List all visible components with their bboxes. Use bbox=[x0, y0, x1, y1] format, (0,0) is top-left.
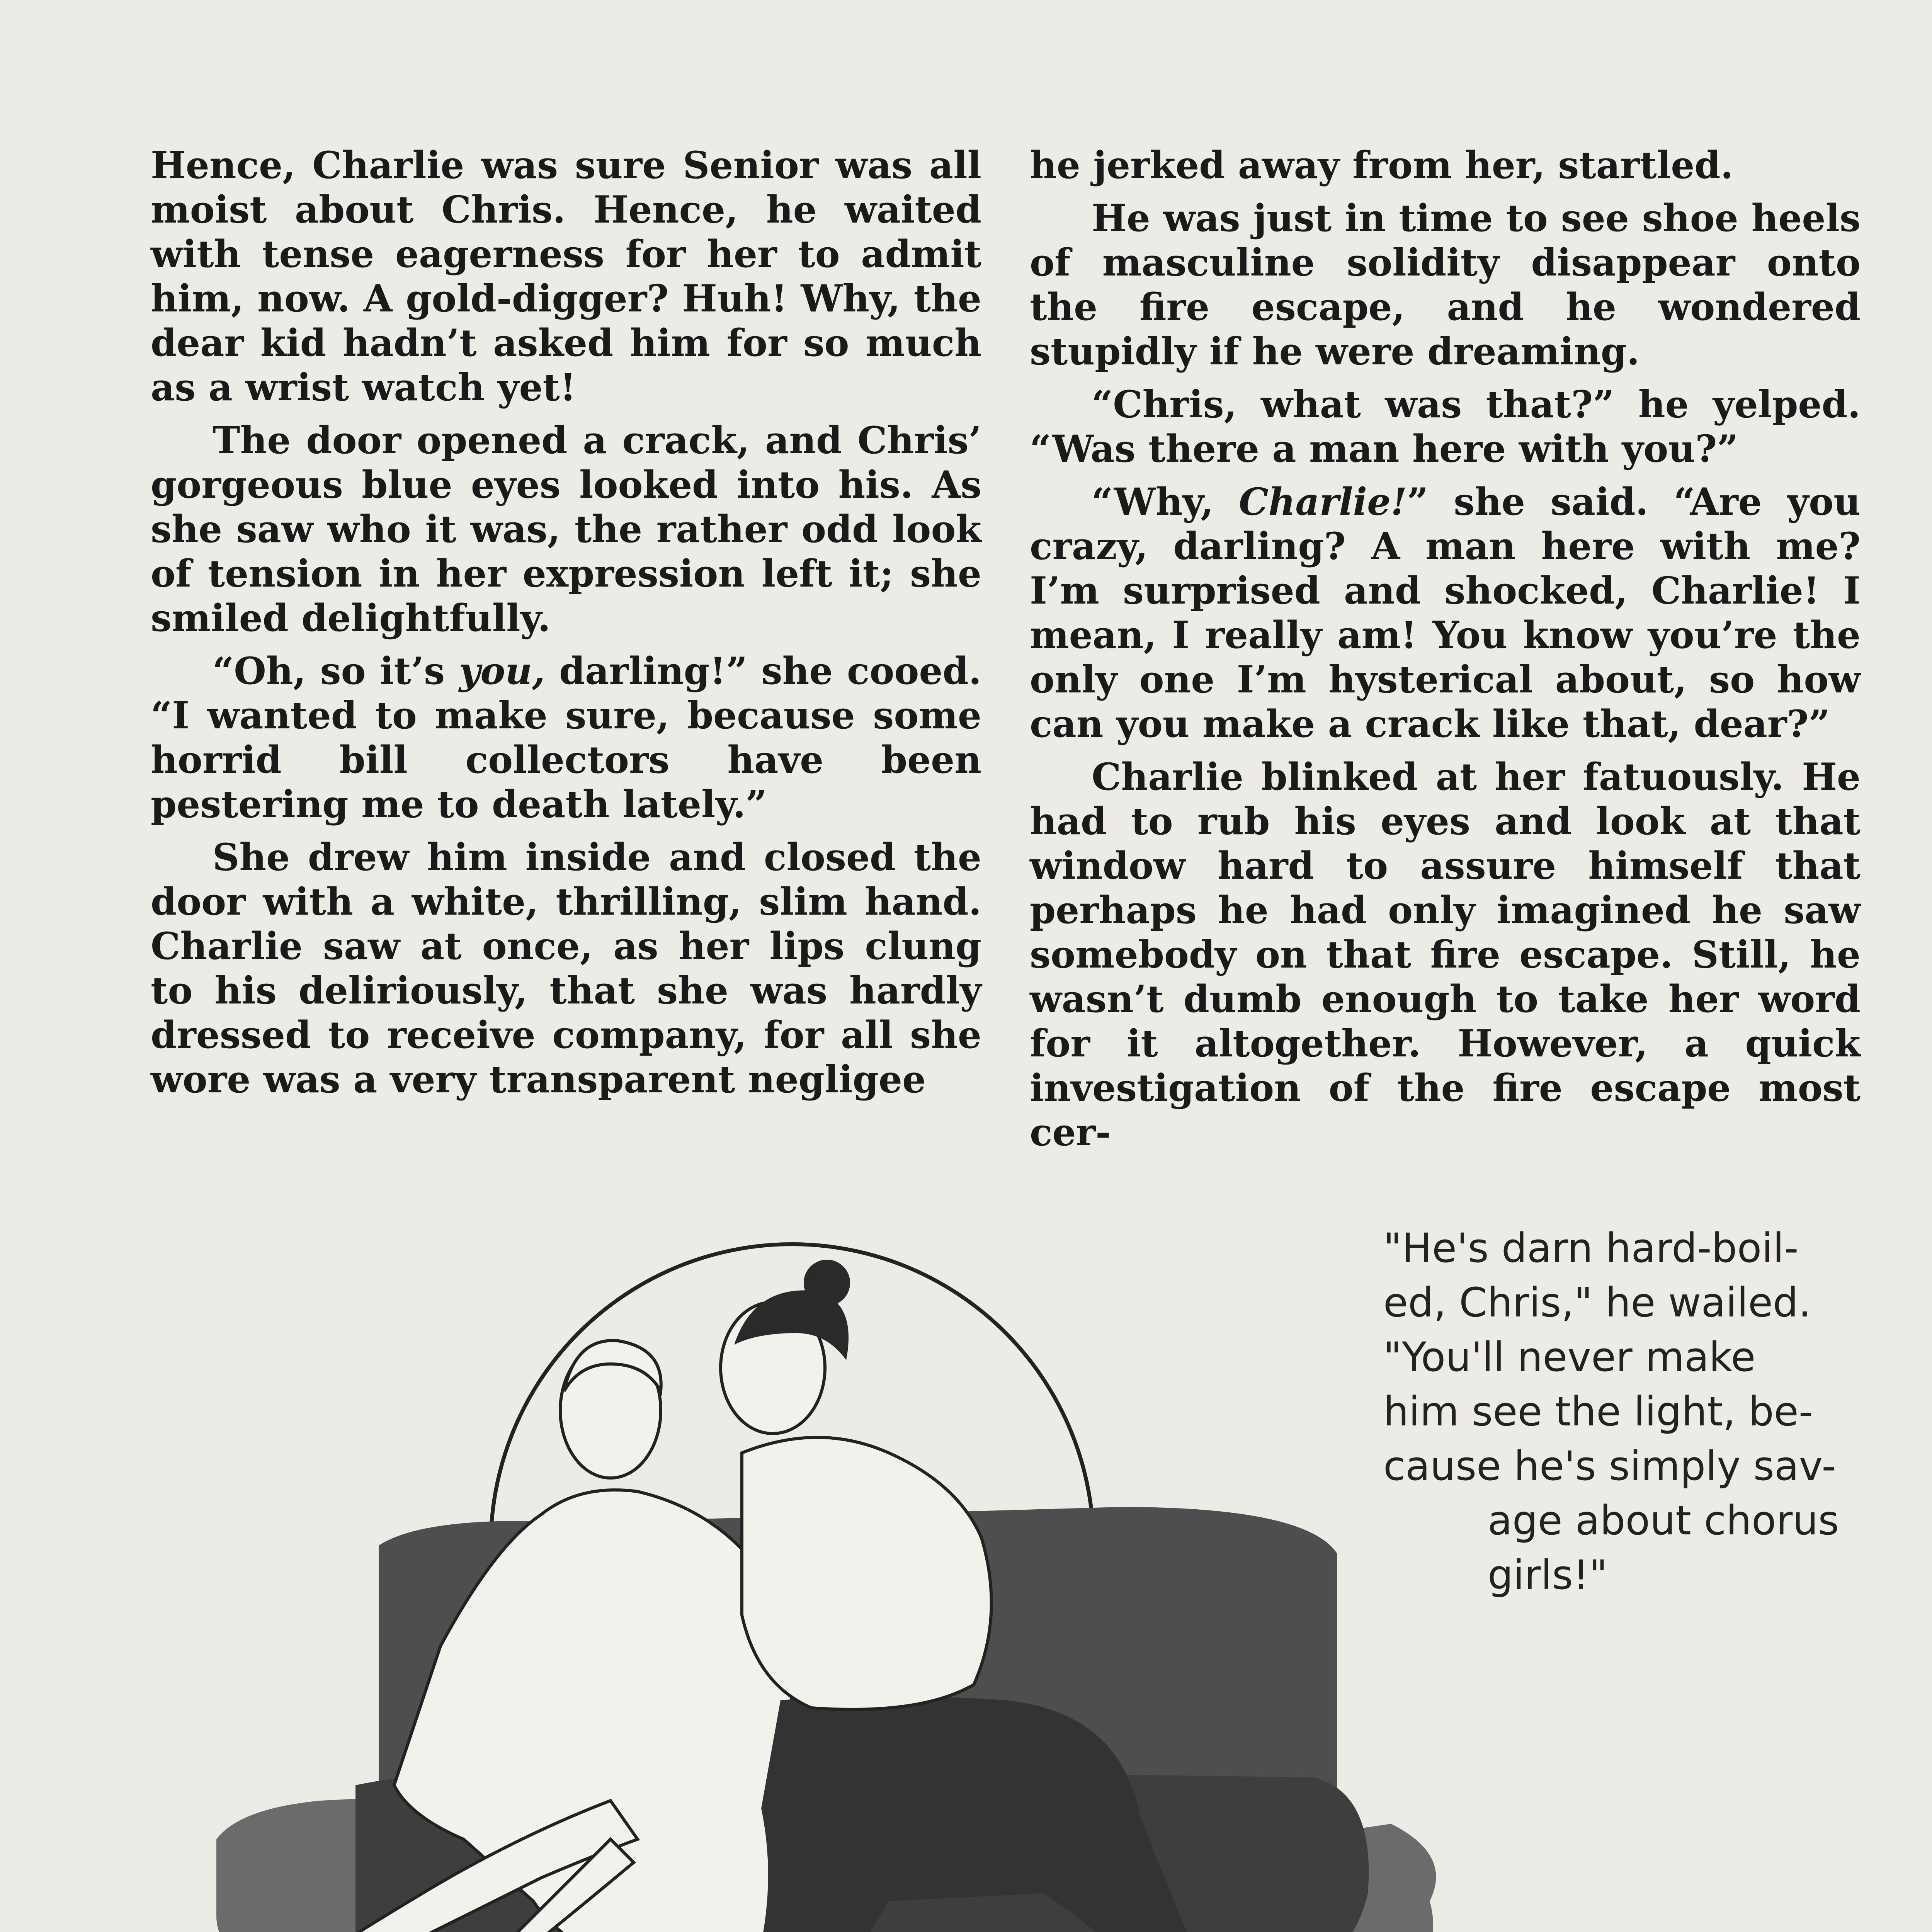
text-run-italic: Charlie! bbox=[1239, 480, 1407, 524]
paragraph: The door opened a crack, and Chris’ gorgeous blue eyes looked into his. As she saw who it was, the rather odd look of tension in her expression left it; she smiled delightfully. bbox=[151, 418, 981, 640]
caption-line: "He's darn hard-boil- bbox=[1383, 1225, 1799, 1272]
text-run: darling!” she cooed. “I wanted to make sure, because some horrid bill collectors have been pestering me to death lately.” bbox=[151, 649, 982, 826]
man-hair-bun bbox=[804, 1260, 850, 1306]
caption-line: cause he's simply sav- bbox=[1383, 1442, 1836, 1490]
text-run: “Oh, so it’s bbox=[213, 649, 459, 693]
paragraph bbox=[151, 649, 981, 827]
paragraph: She drew him inside and closed the door with a white, thrilling, slim hand. Charlie saw at once, as her lips clung to his deliriously, that she was hardly dressed to receive company, for all she wore was a very transparent negligee bbox=[151, 835, 981, 1101]
caption-line: ed, Chris," he wailed. bbox=[1383, 1279, 1811, 1326]
caption-line: age about chorus bbox=[1488, 1497, 1839, 1544]
paragraph: Hence, Charlie was sure Senior was all moist about Chris. Hence, he waited with tense eagerness for her to admit him, now. A gold-digger? Huh! Why, the dear kid hadn’t asked him for so much as a wrist watch yet! bbox=[151, 143, 981, 409]
caption-line: girls!" bbox=[1488, 1551, 1608, 1599]
man-shirt bbox=[742, 1437, 992, 1709]
text-run: ” she said. “Are you crazy, darling? A man here with me? I’m surprised and shocked, Charlie! I mean, I really am! You know you’re the only one I’m hysterical about, so how can you make a crack like that, dear?” bbox=[1030, 480, 1861, 746]
paragraph: He was just in time to see shoe heels of masculine solidity disappear onto the fire escape, and he wondered stupidly if he were dreaming. bbox=[1030, 196, 1861, 373]
paragraph: Charlie blinked at her fatuously. He had to rub his eyes and look at that window hard to assure himself that perhaps he had only imagined he saw somebody on that fire escape. Still, he wasn’t dumb enough to take her word for it altogether. However, a quick investigation of the fire escape most cer- bbox=[1030, 755, 1861, 1154]
story-column-top-left bbox=[151, 143, 981, 1110]
paragraph: “Chris, what was that?” he yelped. “Was there a man here with you?” bbox=[1030, 383, 1861, 471]
paragraph bbox=[1030, 480, 1861, 746]
caption-line: "You'll never make bbox=[1383, 1333, 1756, 1381]
paragraph: he jerked away from her, startled. bbox=[1030, 143, 1733, 187]
text-run: “Why, bbox=[1092, 480, 1239, 524]
illustration-caption bbox=[1383, 1221, 1859, 1602]
text-run-italic: you, bbox=[459, 649, 545, 693]
story-column-top-right bbox=[1030, 143, 1861, 1163]
caption-line: him see the light, be- bbox=[1383, 1388, 1813, 1435]
couple-on-sofa-illustration bbox=[193, 1236, 1468, 1932]
